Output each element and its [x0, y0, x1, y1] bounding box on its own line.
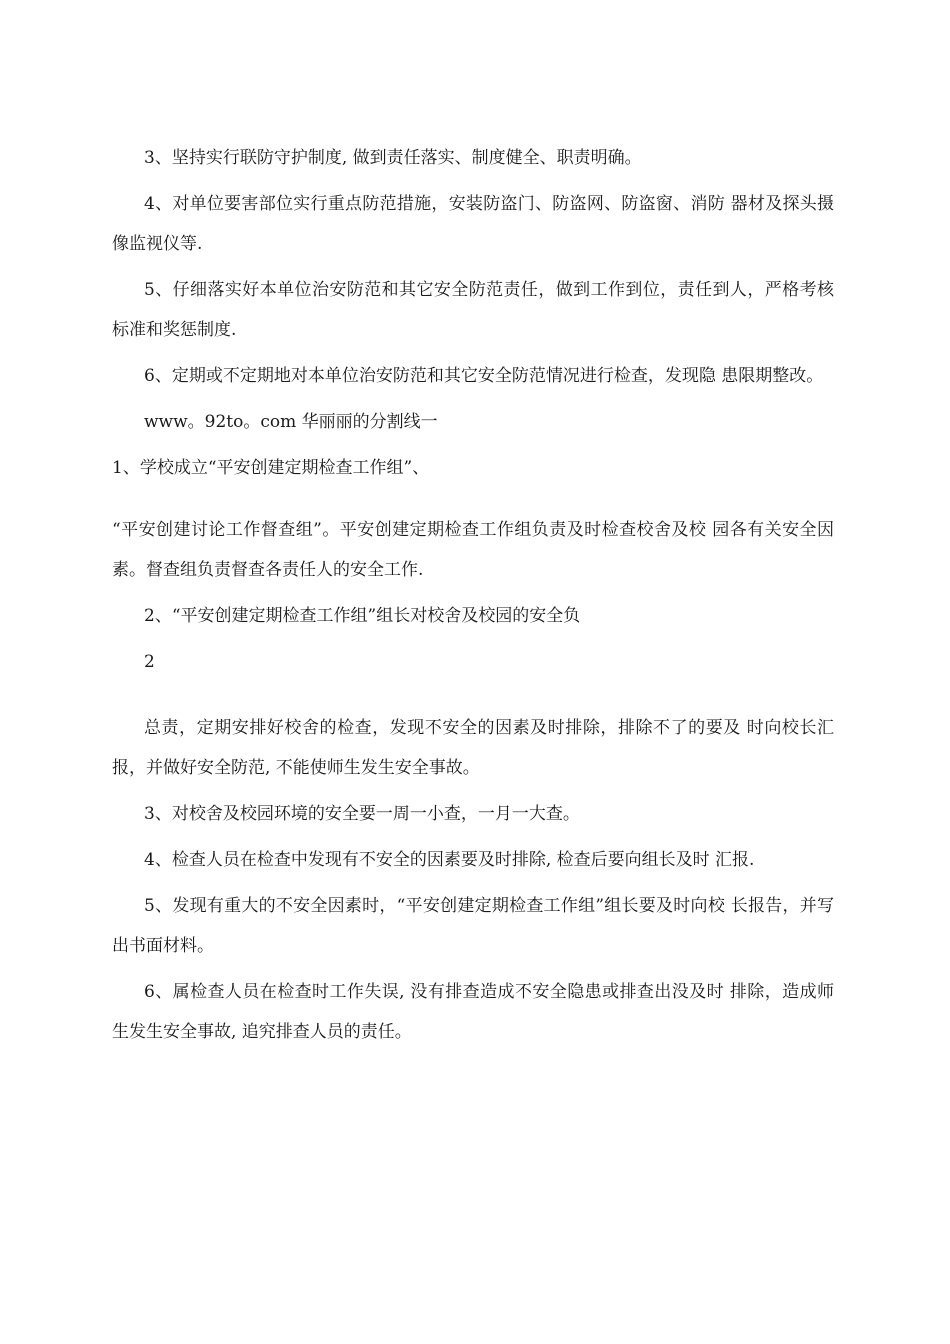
paragraph-item-4: 4、对单位要害部位实行重点防范措施，安装防盗门、防盗网、防盗窗、消防 器材及探头摄像监视仪等.: [112, 194, 834, 254]
paragraph-school-item-6: 6、属检查人员在检查时工作失误, 没有排查造成不安全隐患或排查出没及时 排除，造成师生发生安全事故, 追究排查人员的责任。: [112, 982, 834, 1042]
separator-line-text: www。92to。com 华丽丽的分割线一: [144, 412, 438, 432]
paragraph-school-item-1: 1、学校成立“平安创建定期检查工作组”、: [112, 458, 430, 478]
paragraph-school-item-2-continued: 总责，定期安排好校舍的检查，发现不安全的因素及时排除，排除不了的要及 时向校长汇报，并做好安全防范, 不能使师生发生安全事故。: [112, 718, 834, 778]
page-number: 2: [144, 652, 155, 672]
paragraph-school-item-4: 4、检查人员在检查中发现有不安全的因素要及时排除, 检查后要向组长及时 汇报.: [144, 850, 755, 870]
paragraph-item-6: 6、定期或不定期地对本单位治安防范和其它安全防范情况进行检查，发现隐 患限期整改。: [144, 366, 824, 386]
paragraph-item-5: 5、仔细落实好本单位治安防范和其它安全防范责任，做到工作到位，责任到人，严格考核标准和奖惩制度.: [112, 280, 834, 340]
paragraph-item-3: 3、坚持实行联防守护制度, 做到责任落实、制度健全、职责明确。: [144, 148, 642, 168]
paragraph-school-item-5: 5、发现有重大的不安全因素时，“平安创建定期检查工作组”组长要及时向校 长报告，并写出书面材料。: [112, 896, 834, 956]
paragraph-school-item-2: 2、“平安创建定期检查工作组”组长对校舍及校园的安全负: [144, 606, 581, 626]
paragraph-school-item-1-continued: “平安创建讨论工作督查组”。平安创建定期检查工作组负责及时检查校舍及校 园各有关安全因素。督查组负责督查各责任人的安全工作.: [112, 520, 834, 580]
paragraph-school-item-3: 3、对校舍及校园环境的安全要一周一小查，一月一大查。: [144, 804, 580, 824]
document-body: [112, 138, 834, 1058]
